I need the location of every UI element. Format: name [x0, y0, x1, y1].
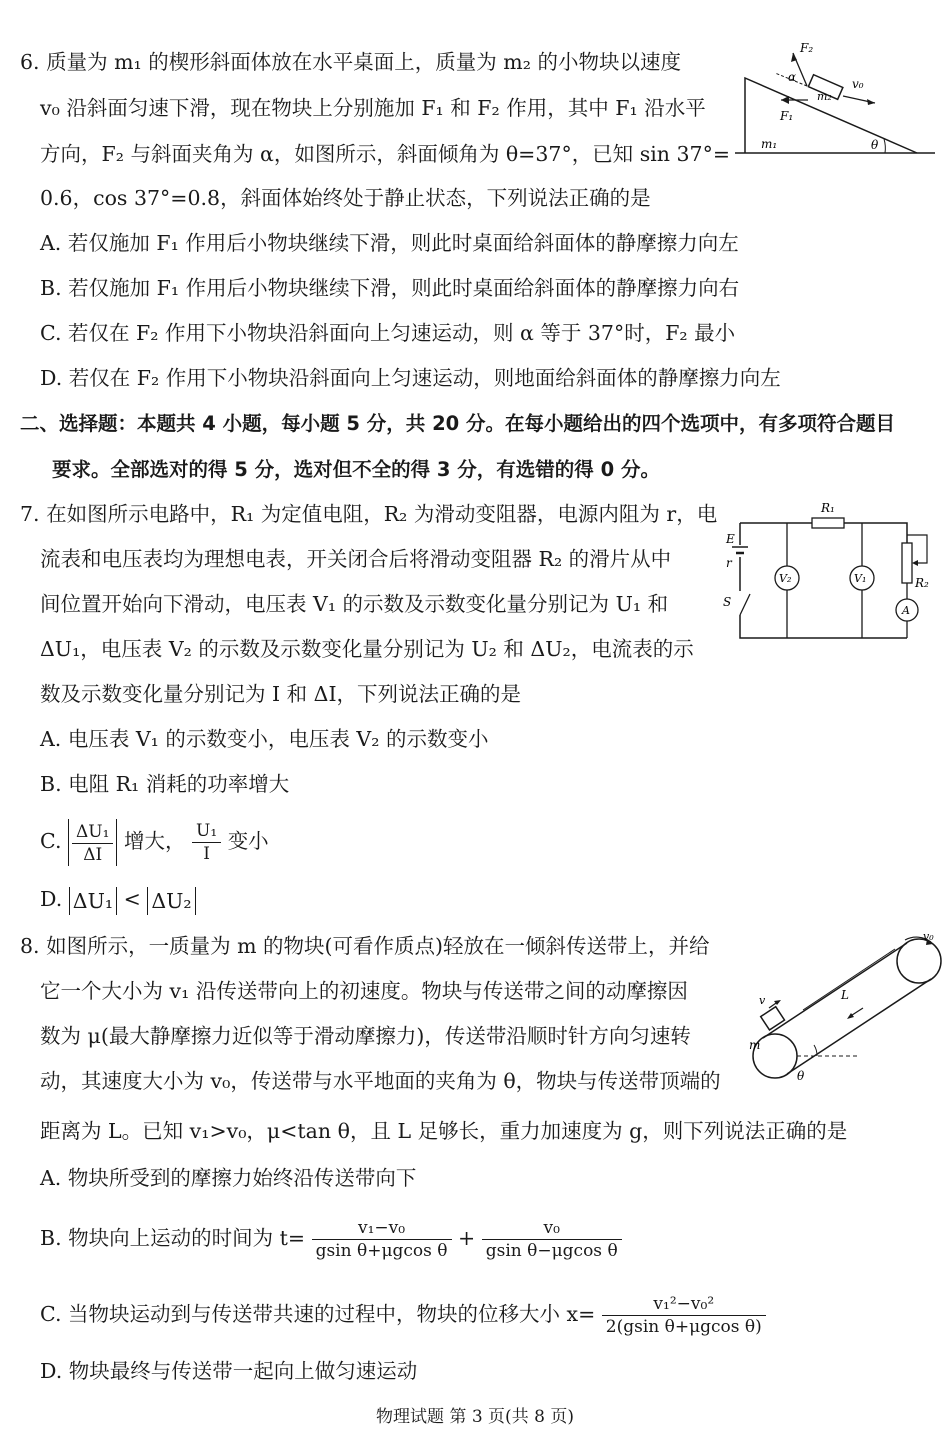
label-f1: F₁ — [780, 109, 794, 123]
q7-c-frac2-den: I — [203, 844, 210, 864]
q7-c-frac1-num: ΔU₁ — [72, 821, 113, 844]
section-2-header-line-2: 要求。全部选对的得 5 分，选对但不全的得 3 分，有选错的得 0 分。 — [52, 458, 660, 481]
label-v0: v₀ — [923, 930, 934, 943]
q7-circuit-figure — [722, 495, 942, 645]
q7-line-4: ΔU₁，电压表 V₂ 的示数及示数变化量分别记为 U₂ 和 ΔU₂，电流表的示 — [40, 637, 694, 661]
q7-option-d-label: D. — [40, 887, 63, 911]
q8-line-1: 8. 如图所示，一质量为 m 的物块(可看作质点)轻放在一倾斜传送带上，并给 — [20, 934, 710, 958]
q7-d-op: < — [123, 887, 141, 911]
q8-c-frac-den: 2(gsin θ+μgcos θ) — [605, 1317, 762, 1337]
q8-conveyor-figure — [745, 928, 945, 1088]
q8-b-frac2-den: gsin θ−μgcos θ — [485, 1241, 618, 1261]
label-r1: R₁ — [821, 501, 835, 515]
label-f2: F₂ — [800, 41, 814, 55]
q7-option-a: A. 电压表 V₁ 的示数变小，电压表 V₂ 的示数变小 — [40, 727, 489, 751]
q7-option-d — [40, 885, 196, 915]
q7-d-abs-2: ΔU₂ — [147, 887, 195, 915]
resistor-r1 — [812, 518, 844, 528]
label-m1: m₁ — [761, 137, 778, 151]
theta-arc — [884, 139, 885, 153]
q8-option-b — [40, 1215, 622, 1262]
q6-line-2: v₀ 沿斜面匀速下滑，现在物块上分别施加 F₁ 和 F₂ 作用，其中 F₁ 沿水平 — [40, 96, 706, 120]
q7-line-3: 间位置开始向下滑动，电压表 V₁ 的示数及示数变化量分别记为 U₁ 和 — [40, 592, 669, 616]
q7-c-frac2-num: U₁ — [192, 820, 221, 843]
q6-option-a: A. 若仅施加 F₁ 作用后小物块继续下滑，则此时桌面给斜面体的静摩擦力向左 — [40, 231, 739, 255]
q6-line-1: 6. 质量为 m₁ 的楔形斜面体放在水平桌面上，质量为 m₂ 的小物块以速度 — [20, 50, 681, 74]
q6-line-4: 0.6，cos 37°=0.8，斜面体始终处于静止状态，下列说法正确的是 — [40, 186, 651, 210]
belt-bottom — [787, 979, 931, 1074]
section-2-header-line-1: 二、选择题：本题共 4 小题，每小题 5 分，共 20 分。在每小题给出的四个选项中，有多项符合题目 — [20, 412, 896, 435]
label-theta: θ — [797, 1069, 805, 1083]
label-v1: V₁ — [854, 572, 867, 585]
q8-b-frac1-den: gsin θ+μgcos θ — [315, 1241, 448, 1261]
label-theta: θ — [871, 138, 879, 152]
q8-b-frac2-num: v₀ — [482, 1217, 622, 1240]
label-v0: v₀ — [852, 77, 864, 91]
q7-line-5: 数及示数变化量分别记为 I 和 ΔI，下列说法正确的是 — [40, 682, 522, 706]
q6-option-d: D. 若仅在 F₂ 作用下小物块沿斜面向上匀速运动，则地面给斜面体的静摩擦力向左 — [40, 366, 781, 390]
q7-option-b: B. 电阻 R₁ 消耗的功率增大 — [40, 772, 290, 796]
q7-option-c-label: C. — [40, 829, 62, 853]
q8-b-frac1-num: v₁−v₀ — [312, 1217, 452, 1240]
q8-option-c-prefix: C. 当物块运动到与传送带共速的过程中，物块的位移大小 x= — [40, 1302, 596, 1326]
q8-c-frac-num: v₁²−v₀² — [602, 1293, 766, 1316]
q7-d-abs-1: ΔU₁ — [69, 887, 117, 915]
q8-line-4: 动，其速度大小为 v₀，传送带与水平地面的夹角为 θ，物块与传送带顶端的 — [40, 1069, 721, 1093]
q7-c-frac1-den: ΔI — [83, 845, 103, 865]
label-e: E — [726, 532, 735, 546]
q8-option-b-prefix: B. 物块向上运动的时间为 t= — [40, 1226, 306, 1250]
label-a: A — [902, 604, 910, 617]
q8-option-c — [40, 1291, 766, 1338]
q6-option-c: C. 若仅在 F₂ 作用下小物块沿斜面向上匀速运动，则 α 等于 37°时，F₂ 最小 — [40, 321, 736, 345]
q8-option-d: D. 物块最终与传送带一起向上做匀速运动 — [40, 1359, 418, 1383]
belt-top — [763, 943, 907, 1038]
label-alpha: α — [788, 70, 797, 84]
q6-incline-figure — [735, 40, 935, 160]
q7-line-1: 7. 在如图所示电路中，R₁ 为定值电阻，R₂ 为滑动变阻器，电源内阻为 r，电 — [20, 502, 718, 526]
q8-option-a: A. 物块所受到的摩擦力始终沿传送带向下 — [40, 1166, 417, 1190]
label-v2: V₂ — [779, 572, 792, 585]
q8-line-5: 距离为 L。已知 v₁>v₀，μ<tan θ，且 L 足够长，重力加速度为 g，则下列说法正确的是 — [40, 1119, 848, 1143]
label-m: m — [749, 1038, 761, 1052]
rheostat-r2 — [902, 543, 912, 583]
q7-line-2: 流表和电压表均为理想电表，开关闭合后将滑动变阻器 R₂ 的滑片从中 — [40, 547, 672, 571]
label-v: v — [759, 994, 766, 1007]
circuit-left-bottom-wire — [740, 523, 907, 638]
q6-option-b: B. 若仅施加 F₁ 作用后小物块继续下滑，则此时桌面给斜面体的静摩擦力向右 — [40, 276, 740, 300]
q8-option-b-plus: + — [458, 1226, 476, 1250]
q7-option-c — [40, 818, 269, 866]
page-footer: 物理试题 第 3 页(共 8 页) — [376, 1407, 574, 1427]
q8-line-2: 它一个大小为 v₁ 沿传送带向上的初速度。物块与传送带之间的动摩擦因 — [40, 979, 688, 1003]
label-r2: R₂ — [915, 576, 929, 590]
label-m2: m₂ — [817, 90, 832, 103]
label-s: S — [723, 595, 732, 609]
label-r: r — [726, 556, 732, 570]
q6-line-3: 方向，F₂ 与斜面夹角为 α，如图所示，斜面倾角为 θ=37°，已知 sin 37°= — [40, 142, 731, 166]
q7-option-c-abs — [68, 819, 117, 866]
label-l: L — [841, 988, 849, 1002]
length-indicator — [803, 949, 895, 1010]
q8-line-3: 数为 μ(最大静摩擦力近似等于滑动摩擦力)，传送带沿顺时针方向匀速转 — [40, 1024, 691, 1048]
q7-option-c-mid: 增大， — [123, 829, 186, 853]
q7-option-c-end: 变小 — [227, 829, 269, 853]
